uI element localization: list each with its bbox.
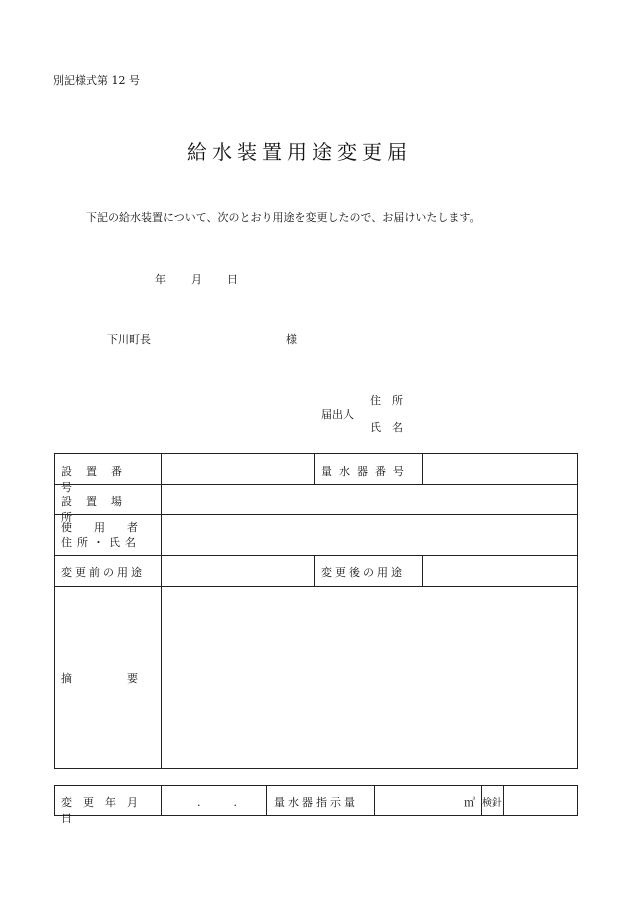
use-before-field[interactable] (163, 556, 313, 585)
use-after-label: 変更後の用途 (321, 566, 405, 579)
change-date-dots: . . (197, 796, 237, 809)
change-date-table (54, 785, 578, 825)
installation-number-label: 設置番号 (61, 465, 136, 494)
table-divider (374, 786, 375, 815)
use-after-field[interactable] (424, 556, 576, 585)
form-number: 別記様式第 12 号 (53, 74, 140, 87)
applicant-address-label: 住 所 (370, 394, 403, 407)
table-divider (161, 454, 162, 768)
table-divider (422, 454, 423, 484)
addressee-honorific: 様 (286, 333, 297, 346)
installation-number-field[interactable] (163, 455, 313, 483)
installation-location-label: 設置場所 (61, 495, 136, 524)
meter-reading-field[interactable] (376, 787, 462, 814)
table-divider (503, 786, 504, 815)
user-label-line2: 住所・氏名 (61, 536, 141, 549)
date-month-label: 月 (191, 273, 202, 286)
inspection-label: 検針 (482, 798, 502, 809)
summary-field[interactable] (163, 587, 576, 767)
intro-text: 下記の給水装置について、次のとおり用途を変更したので、お届けいたします。 (86, 211, 481, 224)
use-before-label: 変更前の用途 (61, 566, 145, 579)
installation-location-field[interactable] (163, 485, 576, 513)
meter-reading-label: 量水器指示量 (274, 796, 358, 809)
user-label-line1: 使 用 者 (61, 521, 138, 534)
date-day-label: 日 (227, 273, 238, 286)
summary-label: 摘 要 (61, 672, 138, 685)
table-divider (266, 786, 267, 815)
inspection-field[interactable] (505, 787, 575, 814)
addressee-name: 下川町長 (107, 333, 151, 346)
table-divider (314, 454, 315, 484)
table-divider (161, 786, 162, 815)
change-date-field[interactable] (163, 787, 265, 814)
change-date-label: 変更年月日 (61, 796, 149, 825)
table-divider (422, 555, 423, 586)
table-divider (314, 555, 315, 586)
applicant-label: 届出人 (321, 408, 354, 421)
main-form-table (54, 453, 578, 769)
meter-number-field[interactable] (424, 455, 576, 483)
user-address-name-field[interactable] (163, 515, 576, 554)
applicant-name-label: 氏 名 (370, 421, 403, 434)
cubic-meter-unit: ㎥ (464, 796, 475, 809)
meter-number-label: 量水器番号 (321, 465, 411, 478)
page-title: 給水装置用途変更届 (187, 140, 412, 164)
date-year-label: 年 (155, 273, 166, 286)
